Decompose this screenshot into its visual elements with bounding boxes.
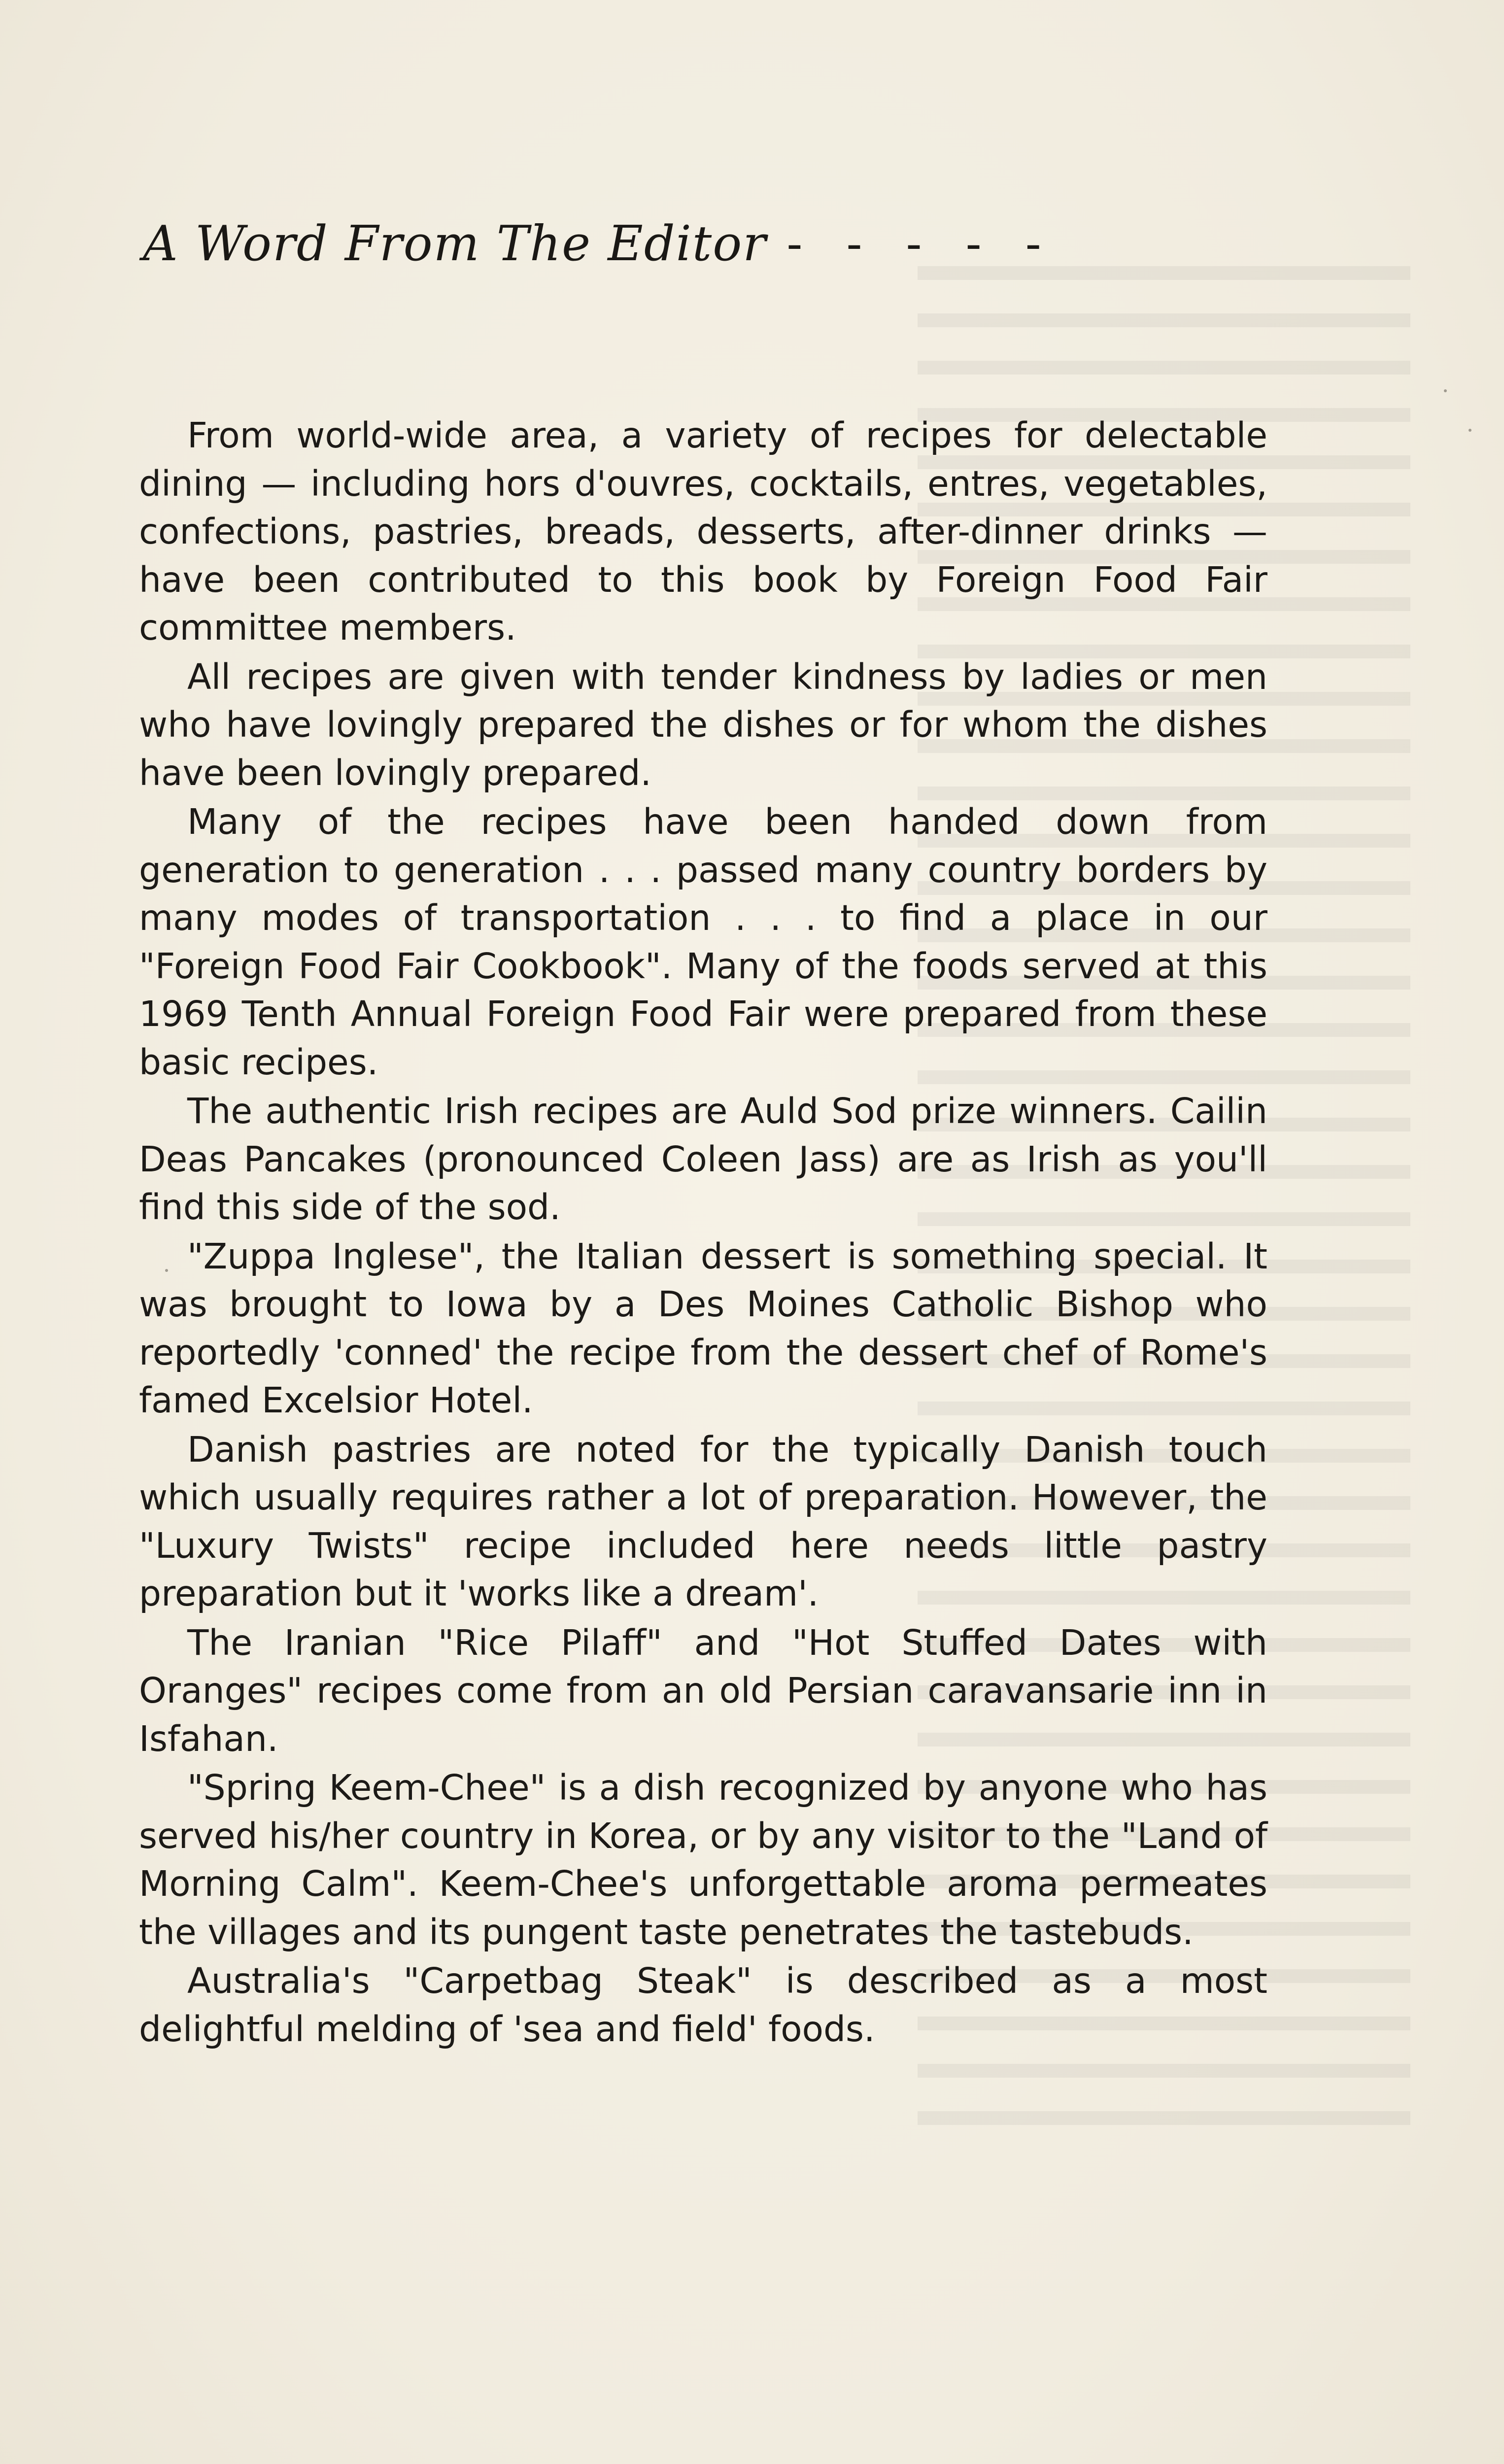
paragraph-irish: The authentic Irish recipes are Auld Sod prize winners. Cailin Deas Pancakes (pronounced Coleen Jass) are as Irish as you'll find this side of the sod. <box>139 1091 1267 1228</box>
paragraph-korean: "Spring Keem-Chee" is a dish recognized by anyone who has served his/her country in Korea, or by any visitor to the "Land of Morning Calm". Keem-Chee's unforgettable aroma permeates the villages and its pungent taste penetrates the tastebuds. <box>139 1767 1267 1952</box>
paragraph-recipes-kindness: All recipes are given with tender kindness by ladies or men who have lovingly prepared the dishes or for whom the dishes have been lovingly prepared. <box>139 656 1267 793</box>
paper-speck <box>1444 389 1447 392</box>
paragraph-italian: "Zuppa Inglese", the Italian dessert is something special. It was brought to Iowa by a Des Moines Catholic Bishop who reportedly 'conned' the recipe from the dessert chef of Rome's famed Excelsior Hotel. <box>139 1235 1267 1421</box>
page-heading <box>143 202 1128 286</box>
heading-dashes: - - - - - <box>786 218 1056 270</box>
paragraph-intro: From world-wide area, a variety of recipes for delectable dining — including hors d'ouvres, cocktails, entres, vegetables, confections, pastries, breads, desserts, after-dinner drinks — have been contributed to this book by Foreign Food Fair committee members. <box>139 415 1267 648</box>
paper-speck <box>165 1269 168 1272</box>
paragraph-generations: Many of the recipes have been handed down from generation to generation . . . passed many country borders by many modes of transportation . . . to find a place in our "Foreign Food Fair Cookbook". Many of the foods served at this 1969 Tenth Annual Foreign Food Fair were prepared from these basic recipes. <box>139 801 1267 1083</box>
paragraph-danish: Danish pastries are noted for the typically Danish touch which usually requires rather a lot of preparation. However, the "Luxury Twists" recipe included here needs little pastry preparation but it 'works like a dream'. <box>139 1429 1267 1614</box>
paper-speck <box>1469 429 1471 432</box>
paragraph-australian: Australia's "Carpetbag Steak" is described as a most delightful melding of 'sea and field' foods. <box>139 1960 1267 2050</box>
paragraph-iranian: The Iranian "Rice Pilaff" and "Hot Stuffed Dates with Oranges" recipes come from an old Persian caravansarie inn in Isfahan. <box>139 1622 1267 1759</box>
editor-letter-body <box>139 411 1267 2054</box>
heading-title: A Word From The Editor <box>143 216 767 272</box>
